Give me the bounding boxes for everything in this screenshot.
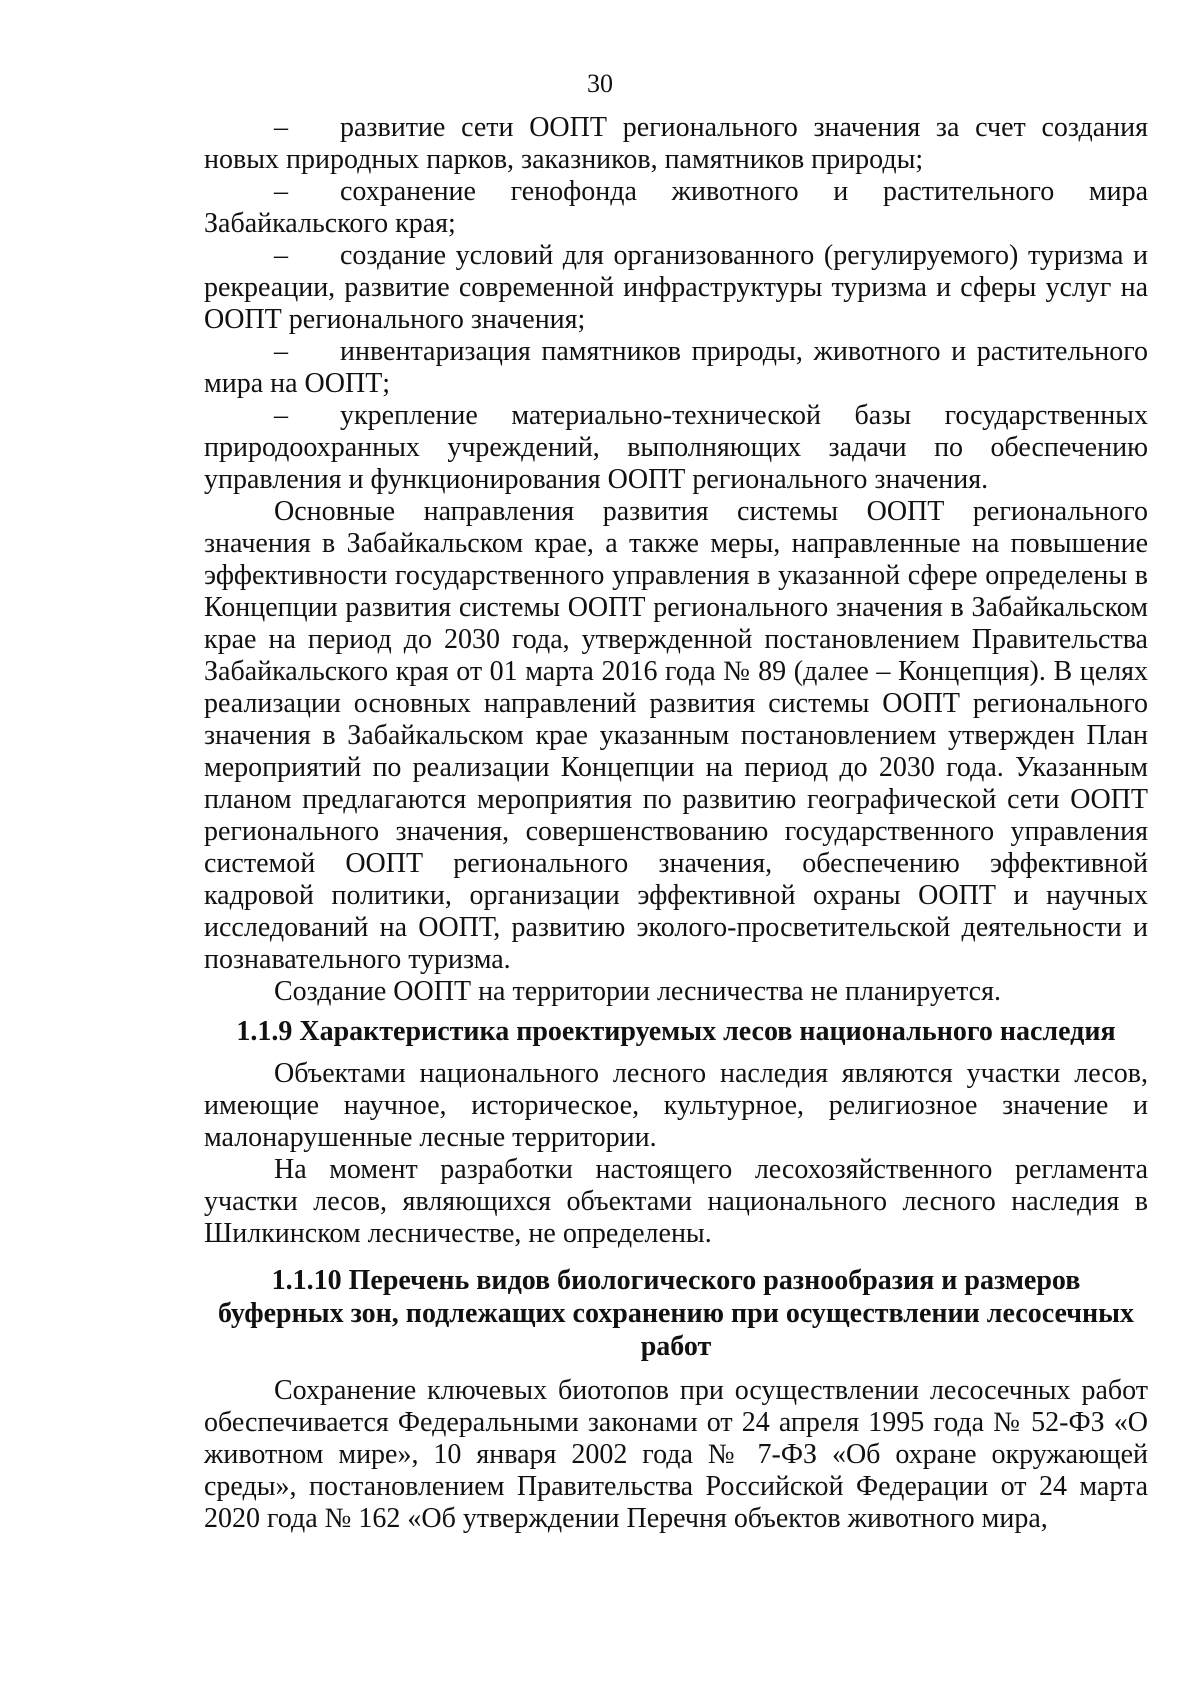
bullet-text: сохранение генофонда животного и растительного мира Забайкальского края; (204, 176, 1148, 239)
page-number: 30 (587, 69, 613, 98)
bullet-item (204, 400, 1148, 496)
bullet-item (204, 336, 1148, 400)
bullet-text: развитие сети ООПТ регионального значения за счет создания новых природных парков, заказников, памятников природы; (204, 112, 1148, 175)
bullet-text: создание условий для организованного (регулируемого) туризма и рекреации, развитие современной инфраструктуры туризма и сферы услуг на ООПТ регионального значения; (204, 240, 1148, 335)
bullet-item (204, 240, 1148, 336)
bullet-text: инвентаризация памятников природы, животного и растительного мира на ООПТ; (204, 336, 1148, 399)
bullet-dash: – (274, 240, 288, 271)
heading-line: 1.1.10 Перечень видов биологического разнообразия и размеров (271, 1265, 1081, 1296)
section-heading-1-1-10 (204, 1264, 1148, 1363)
paragraph-biotopes: Сохранение ключевых биотопов при осуществлении лесосечных работ обеспечивается Федеральными законами от 24 апреля 1995 года № 52-ФЗ «О животном мире», 10 января 2002 года № 7-ФЗ «Об охране окружающей среды», постановлением Правительства Российской Федерации от 24 марта 2020 года № 162 «Об утверждении Перечня объектов животного мира, (204, 1375, 1148, 1534)
heading-line: буферных зон, подлежащих сохранению при осуществлении лесосечных (217, 1298, 1134, 1329)
bullet-dash: – (274, 112, 288, 143)
paragraph-heritage-objects: Объектами национального лесного наследия являются участки лесов, имеющие научное, историческое, культурное, религиозное значение и малонарушенные лесные территории. (204, 1058, 1148, 1153)
paragraph-heritage-status: На момент разработки настоящего лесохозяйственного регламента участки лесов, являющихся объектами национального лесного наследия в Шилкинском лесничестве, не определены. (204, 1154, 1148, 1249)
bullet-text: укрепление материально-технической базы государственных природоохранных учреждений, выполняющих задачи по обеспечению управления и функционирования ООПТ регионального значения. (204, 400, 1148, 495)
bullet-item (204, 176, 1148, 240)
bullet-dash: – (274, 176, 288, 207)
bullet-dash: – (274, 336, 288, 367)
paragraph-concept: Основные направления развития системы ООПТ регионального значения в Забайкальском крае, а также меры, направленные на повышение эффективности государственного управления в указанной сфере определены в Концепции развития системы ООПТ регионального значения в Забайкальском крае на период до 2030 года, утвержденной постановлением Правительства Забайкальского края от 01 марта 2016 года № 89 (далее – Концепция). В целях реализации основных направлений развития системы ООПТ регионального значения в Забайкальском крае указанным постановлением утвержден План мероприятий по реализации Концепции на период до 2030 года. Указанным планом предлагаются мероприятия по развитию географической сети ООПТ регионального значения, совершенствованию государственного управления системой ООПТ регионального значения, обеспечению эффективной кадровой политики, организации эффективной охраны ООПТ и научных исследований на ООПТ, развитию эколого-просветительской деятельности и познавательного туризма. (204, 496, 1148, 975)
bullet-list (204, 112, 1148, 496)
section-heading-1-1-9: 1.1.9 Характеристика проектируемых лесов национального наследия (236, 1016, 1116, 1047)
paragraph-no-oopt: Создание ООПТ на территории лесничества не планируется. (274, 976, 1001, 1007)
bullet-dash: – (274, 400, 288, 431)
document-body (204, 112, 1148, 1535)
bullet-item (204, 112, 1148, 176)
heading-line: работ (640, 1331, 712, 1362)
